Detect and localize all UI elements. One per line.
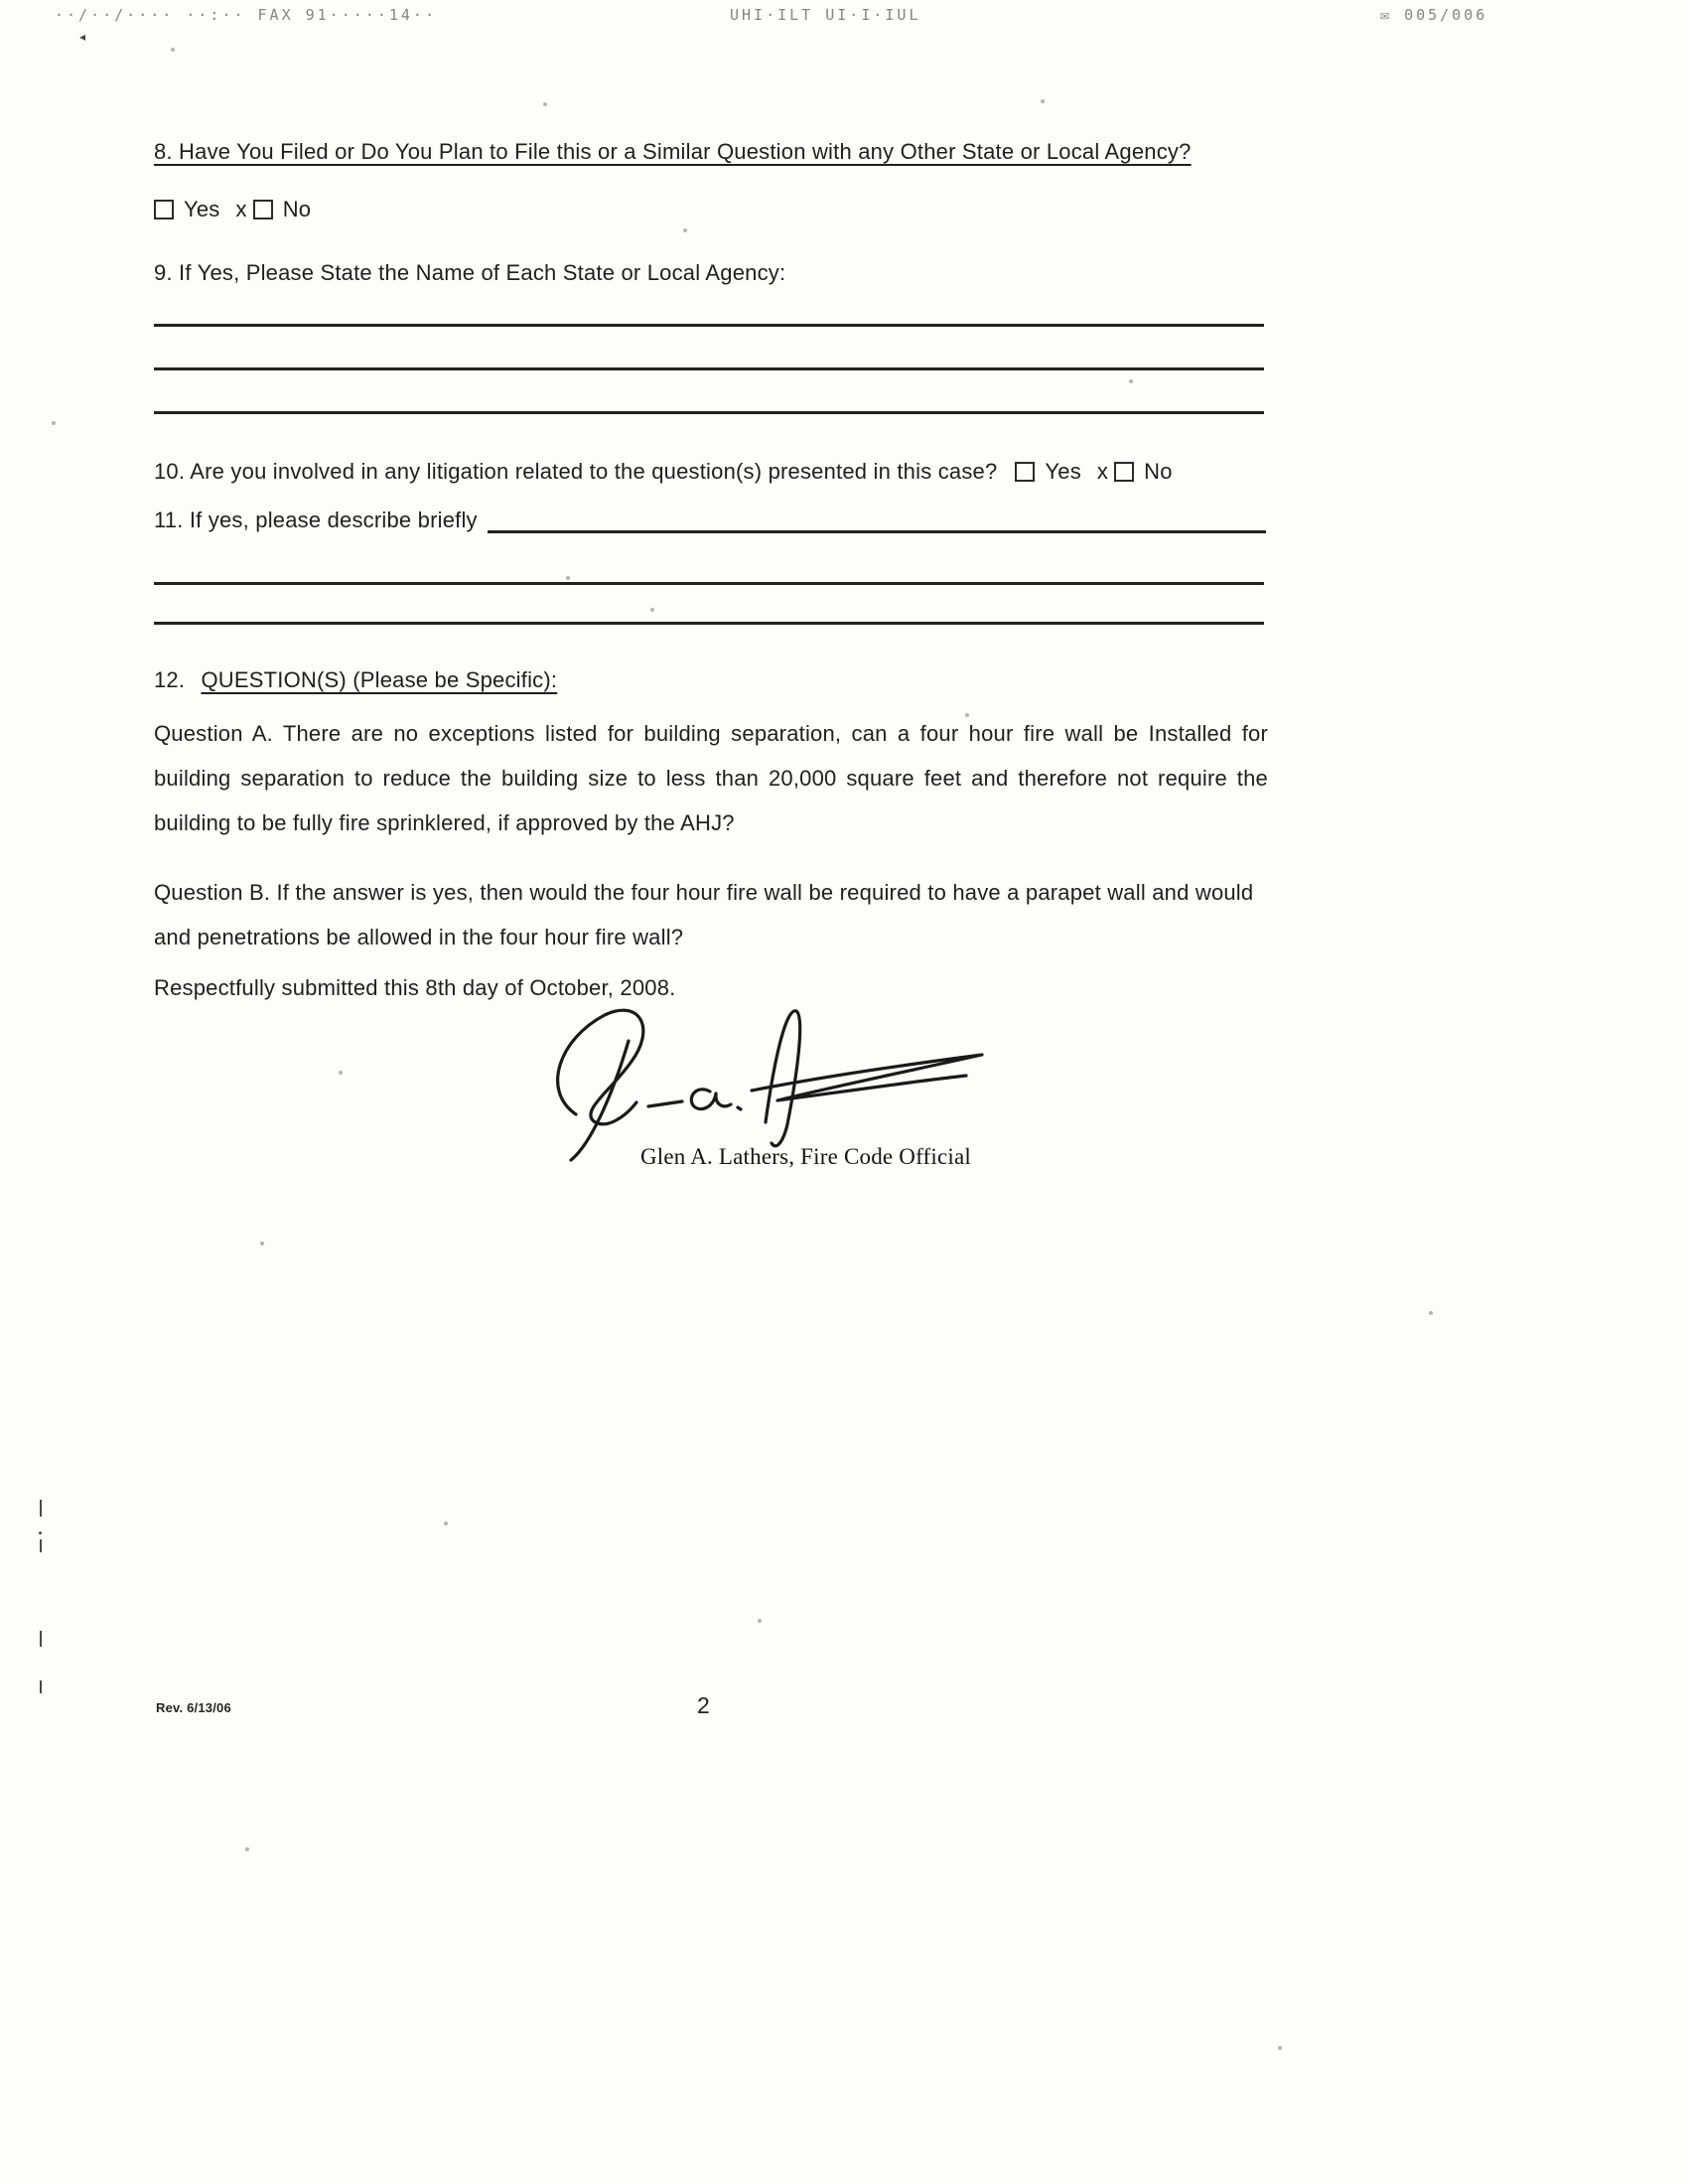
answer-line xyxy=(154,324,1264,327)
question-b-text: Question B. If the answer is yes, then would the four hour fire wall be required to have a parapet wall and would and penetrations be allowed in the four hour fire wall? xyxy=(154,880,1254,949)
yes-checkbox xyxy=(154,200,174,219)
answer-line xyxy=(154,622,1264,625)
fax-page-count: 005/006 xyxy=(1404,6,1488,24)
scan-speck xyxy=(245,1847,249,1851)
question-12-heading-text: QUESTION(S) (Please be Specific): xyxy=(201,667,558,692)
scan-speck xyxy=(566,576,570,580)
question-11-label: 11. If yes, please describe briefly xyxy=(154,508,478,532)
question-12-heading xyxy=(154,667,557,693)
fax-header-right xyxy=(1380,6,1487,24)
scan-speck xyxy=(444,1522,448,1526)
scan-edge-mark xyxy=(40,1500,42,1517)
scan-speck xyxy=(171,48,175,52)
scan-speck xyxy=(260,1241,264,1245)
scan-speck xyxy=(543,102,547,106)
scan-edge-dot xyxy=(39,1531,42,1534)
no-checkbox xyxy=(1114,462,1134,482)
question-10-row xyxy=(154,459,1173,485)
question-10-label: 10. Are you involved in any litigation related to the question(s) presented in this case? xyxy=(154,459,998,484)
answer-line xyxy=(154,367,1264,370)
scan-speck xyxy=(1278,2046,1282,2050)
fax-header-left: ··/··/···· ··:·· FAX 91·····14·· xyxy=(55,6,437,24)
answer-line xyxy=(488,505,1266,533)
signatory-name: Glen A. Lathers, Fire Code Official xyxy=(640,1144,971,1169)
no-label: No xyxy=(282,197,312,221)
yes-label: Yes xyxy=(1045,459,1081,484)
question-8-heading: 8. Have You Filed or Do You Plan to File this or a Similar Question with any Other State or Local Agency? xyxy=(154,139,1192,164)
no-label: No xyxy=(1144,459,1173,484)
no-check-mark: x xyxy=(235,197,247,221)
submitted-line: Respectfully submitted this 8th day of October, 2008. xyxy=(154,975,676,1000)
no-check-mark: x xyxy=(1096,459,1109,484)
question-11-row xyxy=(154,505,1266,533)
handwritten-signature xyxy=(531,995,1008,1164)
question-9-label: 9. If Yes, Please State the Name of Each State or Local Agency: xyxy=(154,260,786,285)
scan-speck xyxy=(650,608,654,612)
question-12-number: 12. xyxy=(154,667,186,692)
question-8-answers xyxy=(154,197,311,222)
yes-label: Yes xyxy=(184,197,220,221)
fax-header-center: UHI·ILT UI·I·IUL xyxy=(730,6,921,24)
no-checkbox xyxy=(253,200,273,219)
scan-speck xyxy=(965,713,969,717)
answer-line xyxy=(154,411,1264,414)
scan-speck xyxy=(1129,379,1133,383)
answer-line xyxy=(154,582,1264,585)
scan-speck xyxy=(683,228,687,232)
scan-speck xyxy=(1429,1311,1433,1315)
question-a-text: Question A. There are no exceptions listed for building separation, can a four hour fire wall be Installed for building separation to reduce the building size to less than 20,000 square feet and therefore not require the building to be fully fire sprinklered, if approved by the AHJ? xyxy=(154,721,1268,835)
page-number: 2 xyxy=(697,1692,710,1718)
scan-edge-mark xyxy=(40,1680,42,1693)
scan-edge-mark xyxy=(40,1539,42,1552)
scan-speck xyxy=(758,1619,762,1623)
scan-speck xyxy=(339,1071,343,1075)
scan-speck xyxy=(1041,99,1045,103)
scan-edge-mark xyxy=(40,1631,42,1647)
footer-revision: Rev. 6/13/06 xyxy=(156,1700,231,1715)
scan-speck xyxy=(52,421,56,425)
envelope-icon: ✉ xyxy=(1380,6,1393,24)
yes-checkbox xyxy=(1015,462,1035,482)
scan-stray-mark: ◂ xyxy=(79,30,86,44)
